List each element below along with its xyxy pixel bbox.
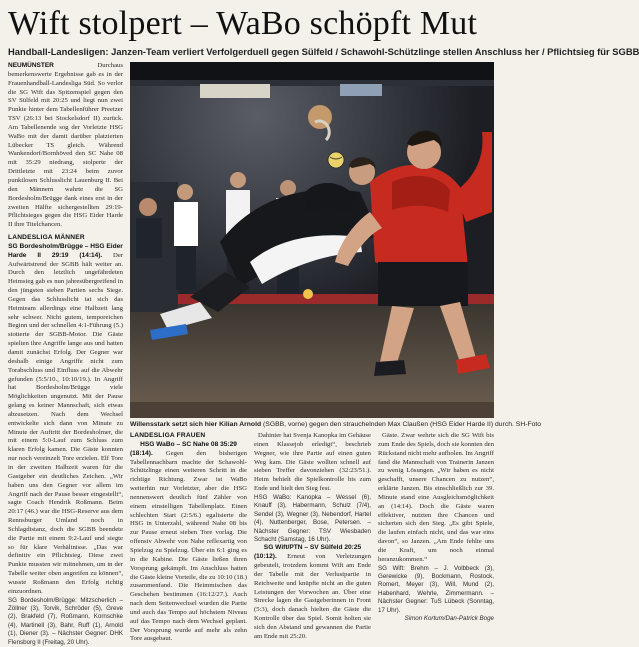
game-heading-line-2: (18:14). [130,449,153,457]
caption-lead: Willensstark setzt sich hier Kilian Arnold [130,421,262,428]
headline: Wift stolpert – WaBo schöpft Mut [8,5,478,42]
section-heading-men: LANDESLIGA MÄNNER [8,234,85,242]
team-lineup: SG Wift: Brehm – J. Volbbeck (3), Gerewicke (9), Bockmann, Rostock, Romert, Meyer (3), Will, Mund (2), Habenhard, Wehrle, Zimmermann. – Nächster Gegner: TuS Lübeck (Sonntag, 17 Uhr). [378,564,494,614]
team-lineup: HSG WaBo: Kanopka – Wessel (6), Knauff (3), Habermann, Schulz (7/4), Sendel (3), Wegner (3), Nebendorf, Hartel (4), Nuttenberger, Bose, Petersen. – Nächster Gegner: TSV Wiesbaden Schacht (Samstag, 16 Uhr). [254,493,371,543]
lead-paragraph: Durchaus bemerkenswerte Ergebnisse gab es in der Frauenhandball-Landesliga Süd. So verlor die SG Wift das Spitzenspiel gegen den SV Sülfeld mit 20:25 und liegt nun zwei Punkte hinter dem Tabellenführer Preetzer TSV (26:13 bei Stockelsdorf II) zurück. Am Tabellenende sog der Vorletzte HSG WaBo mit der damit darüber platzierten Lübecker TS gleich. Während Wankendorf/Bornhöved den SC Nahe 08 mit 35:29 niedrang, stolperte der Drittletzte mit 23:24 beim zuvor punktlosen Schlusslicht Lauenburg II. Bei den Männern wahrte die SG Bordesholm/Brügge dank eines erst in der zweiten Hälfte sichergestellten 29:19-Pflichtsieges gegen die HSG Eider Harde II ihre Titelchancen. [8,62,123,229]
photo-credit: SH-Foto [515,421,542,428]
article-column-1 [8,62,124,646]
caption-text: (SGBB, vorne) gegen den strauchelnden Max Claußen (HSG Eider Harde II) durch. [261,421,514,428]
game-report: Der Aufwärtstrend der SGBB hält weiter an. Durch den letztlich ungefährdeten Heimsieg gab es nun jahresübergreifend in den jüngsten sieben Partien sechs Siege. Gegen das Schlusslicht tat sich das Heimteam allerdings eine Halbzeit lang sehr schwer. Nicht gutem, temporeichen Beginn und der schnellen 4:1-Führung (5.) stotterte der SGBB-Motor. Die Gäste spielten ihre Angriffe lange aus und hatten damit zunächst Erfolg. Der Gegner war deshalb einige Angriffe nicht zum Torabschluss und Einfluss auf die Abwehr gefunden (5:5/10., 10:10/19.). In Angriff hat Bordesholm/Brügge viele Möglichkeiten ungenutzt. Mit der Pause gelang es keiner Mannschaft, sich etwas abzusetzen. Nach dem Wechsel entwickelte sich dann von Minute zu Minute der Auftritt der Bordesholmer, die mit einem 5:0-Lauf zum Schluss zum klaren Erfolg kamen. Die Gäste konnten nur noch vereinzelt Tore erzielen. Elf Tore in der zweiten Halbzeit waren für die Gastgeber ein deutliches Zeichen. „Wir haben uns den Gegner vor allem im Angriff nach der Pause besser eingestellt“, sagte Coach Hendrik Roßmann. Beim 20:17 (46.) war die HSG-Reserve aus dem Rennsburger Umland noch in Schlagdistanz, doch die SGBB beendete die Partie mit einem 9:2-Lauf und siegte so für klare Verhältnisse. „Das war definitiv ein Pflichtsieg. Diese zwei Punkte mussten wir mitnehmen, um in der Tabelle weiter oben angreifen zu können“, wusste Roßmann den Erfolg richtig einzuordnen. [8,251,124,595]
dateline: NEUMÜNSTER [8,62,54,69]
game-heading-line-1: SG Wift/PTN – SV Sülfeld 20:25 [263,544,362,552]
article-column-4 [378,432,494,623]
game-heading-line-1: SG Bordesholm/Brügge – HSG Eider [8,242,123,250]
game-report-continued: Dahinter hat Svenja Kanopka im Gehäuse einen Klassejob erledigt“, beschrieb Wegner, wie ihre Partie auf einen guten Weg kam. Die Gäste wollten schnell auf sieben Treffer davonziehen (32:23/51.). Heim behielt die Spielkontrolle bis zum Ende und hielt den Sieg fest. [254,432,371,493]
article-column-3 [254,432,371,640]
game-report-continued: Gäste. Zwar wehrte sich die SG Wift bis zum Ende des Spiels, doch sie konnten den Rückstand nicht mehr aufholen. Im Angriff fand die Mannschaft von Trainerin Janzen zu wenig Lösungen. „Wir haben es nicht geschafft, unsere Chancen zu nutzen“, erklärte Janzen. Bis einschließlich zur 39. Minute stand eine Ausgleichsmöglichkeit an (14:14). Doch die Gäste waren effektiver, nutzten ihre Chancen und sicherten sich den Sieg. „Es gibt Spiele, die laufen einfach nicht, und das war eins davon“, so Janzen. „Am Ende fehlte uns die Kraft, um noch einmal heranzukommen.“ [378,432,494,563]
article-column-2 [130,432,248,643]
photo-caption [130,419,542,430]
action-photo [130,62,494,418]
game-heading-line-1: HSG WaBo – SC Nahe 08 35:29 [140,440,237,448]
game-heading-line-2: Harde II 29:19 (14:14). [8,251,103,259]
section-heading-women: LANDESLIGA FRAUEN [130,432,206,439]
game-report: Gegen den bisherigen Tabellennachbarn machte der Schawohl-Schützlinge einen weiteren Schritt in die richtige Richtung. Zwar ist WaBo weiterhin nur Vorletzter, aber die HSG nennenswert deutlich fünf Zähler von einem einstelligen Tabellenplatz. Einen schlechten Start (2:5/6.) egalisierte die HSG in Unterzahl, während Nahe 08 bis zur Pause erneut sieben Tore vorlag. Die offensiv Abwehr von Nahe reflexartig von Spielzug zu Spielzug. Über ein 6:1 ging es in die Kabine. Die Gäste ließen ihren Vorsprung gekämpft. Im Anschluss hatten die Gäste kleine Vorteile, die zu 10:10 (18.) zusammenfand. Die Heimmischen das Geschehen bestimmen (16:12/27.). Auch nach dem Seitenwechsel wurden die Partie und auch das Tempo auf höchstem Niveau auf das Tempo nach dem Wechsel geplant. Der Vorsprung wurde auf mehr als zehn Tore ausgebaut. [130,449,248,643]
team-lineup: SG Bordesholm/Brügge: Mitzscherlich – Zöllner (3), Torvik, Schröder (5), Greve (2), Brakfeld (7), Roßmann, Kornschke (4), Martinell (3), Bahr, Ruff (1), Arnold (1), Diener (3). – Nächster Gegner: DHK Flensborg II (Freitag, 20 Uhr). [8,596,123,646]
game-report: Erneut von Verletzungen gebeutelt, trotzdem kommt Wift am Ende der Tabelle mit der Verlustpartie in Reichweite und knüpfte nicht an die guten Leistungen der Vorwochen an. Über eine Strecke lagen die Gastgeberinnen in Front (5:3), doch danach hielten die Gäste die Kontrolle über das Spiel. Somit holten sie sich den Abstand und gewannen die Partie am Ende mit 25:20. [254,553,371,640]
subheadline: Handball-Landesligen: Janzen-Team verliert Verfolgerduell gegen Sülfeld / Schawohl-Schützlinge stellen Anschluss her / Pflichtsieg für SGBB [8,46,639,57]
author-byline: Simon Kortum/Dan-Patrick Boge [404,615,494,623]
game-heading-line-2: (10:12). [254,553,277,561]
